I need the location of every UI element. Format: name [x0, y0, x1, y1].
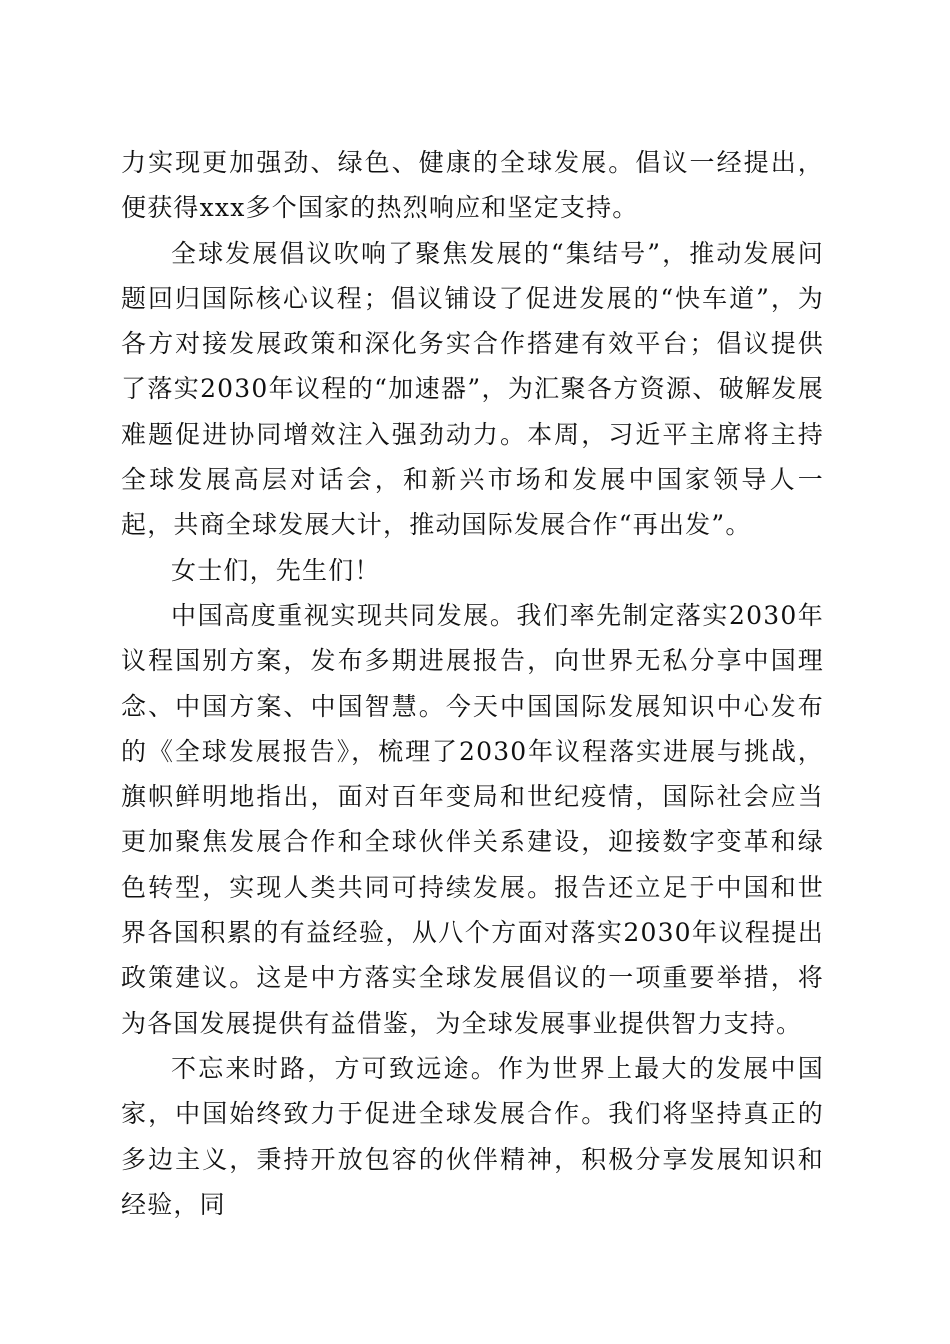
paragraph-5: 不忘来时路，方可致远途。作为世界上最大的发展中国家，中国始终致力于促进全球发展合作。我们将坚持真正的多边主义，秉持开放包容的伙伴精神，积极分享发展知识和经验，同: [121, 1053, 824, 1219]
paragraph-1: 力实现更加强劲、绿色、健康的全球发展。倡议一经提出，便获得xxx多个国家的热烈响应和坚定支持。: [121, 148, 824, 223]
paragraph-2: 全球发展倡议吹响了聚焦发展的“集结号”，推动发展问题回归国际核心议程；倡议铺设了促进发展的“快车道”，为各方对接发展政策和深化务实合作搭建有效平台；倡议提供了落实2030年议程的“加速器”，为汇聚各方资源、破解发展难题促进协同增效注入强劲动力。本周，习近平主席将主持全球发展高层对话会，和新兴市场和发展中国家领导人一起，共商全球发展大计，推动国际发展合作“再出发”。: [121, 238, 824, 540]
paragraph-3: 女士们，先生们！: [171, 555, 381, 585]
paragraph-4: 中国高度重视实现共同发展。我们率先制定落实2030年议程国别方案，发布多期进展报告，向世界无私分享中国理念、中国方案、中国智慧。今天中国国际发展知识中心发布的《全球发展报告》，梳理了2030年议程落实进展与挑战，旗帜鲜明地指出，面对百年变局和世纪疫情，国际社会应当更加聚焦发展合作和全球伙伴关系建设，迎接数字变革和绿色转型，实现人类共同可持续发展。报告还立足于中国和世界各国积累的有益经验，从八个方面对落实2030年议程提出政策建议。这是中方落实全球发展倡议的一项重要举措，将为各国发展提供有益借鉴，为全球发展事业提供智力支持。: [121, 600, 824, 1038]
document-body: [121, 140, 824, 1227]
